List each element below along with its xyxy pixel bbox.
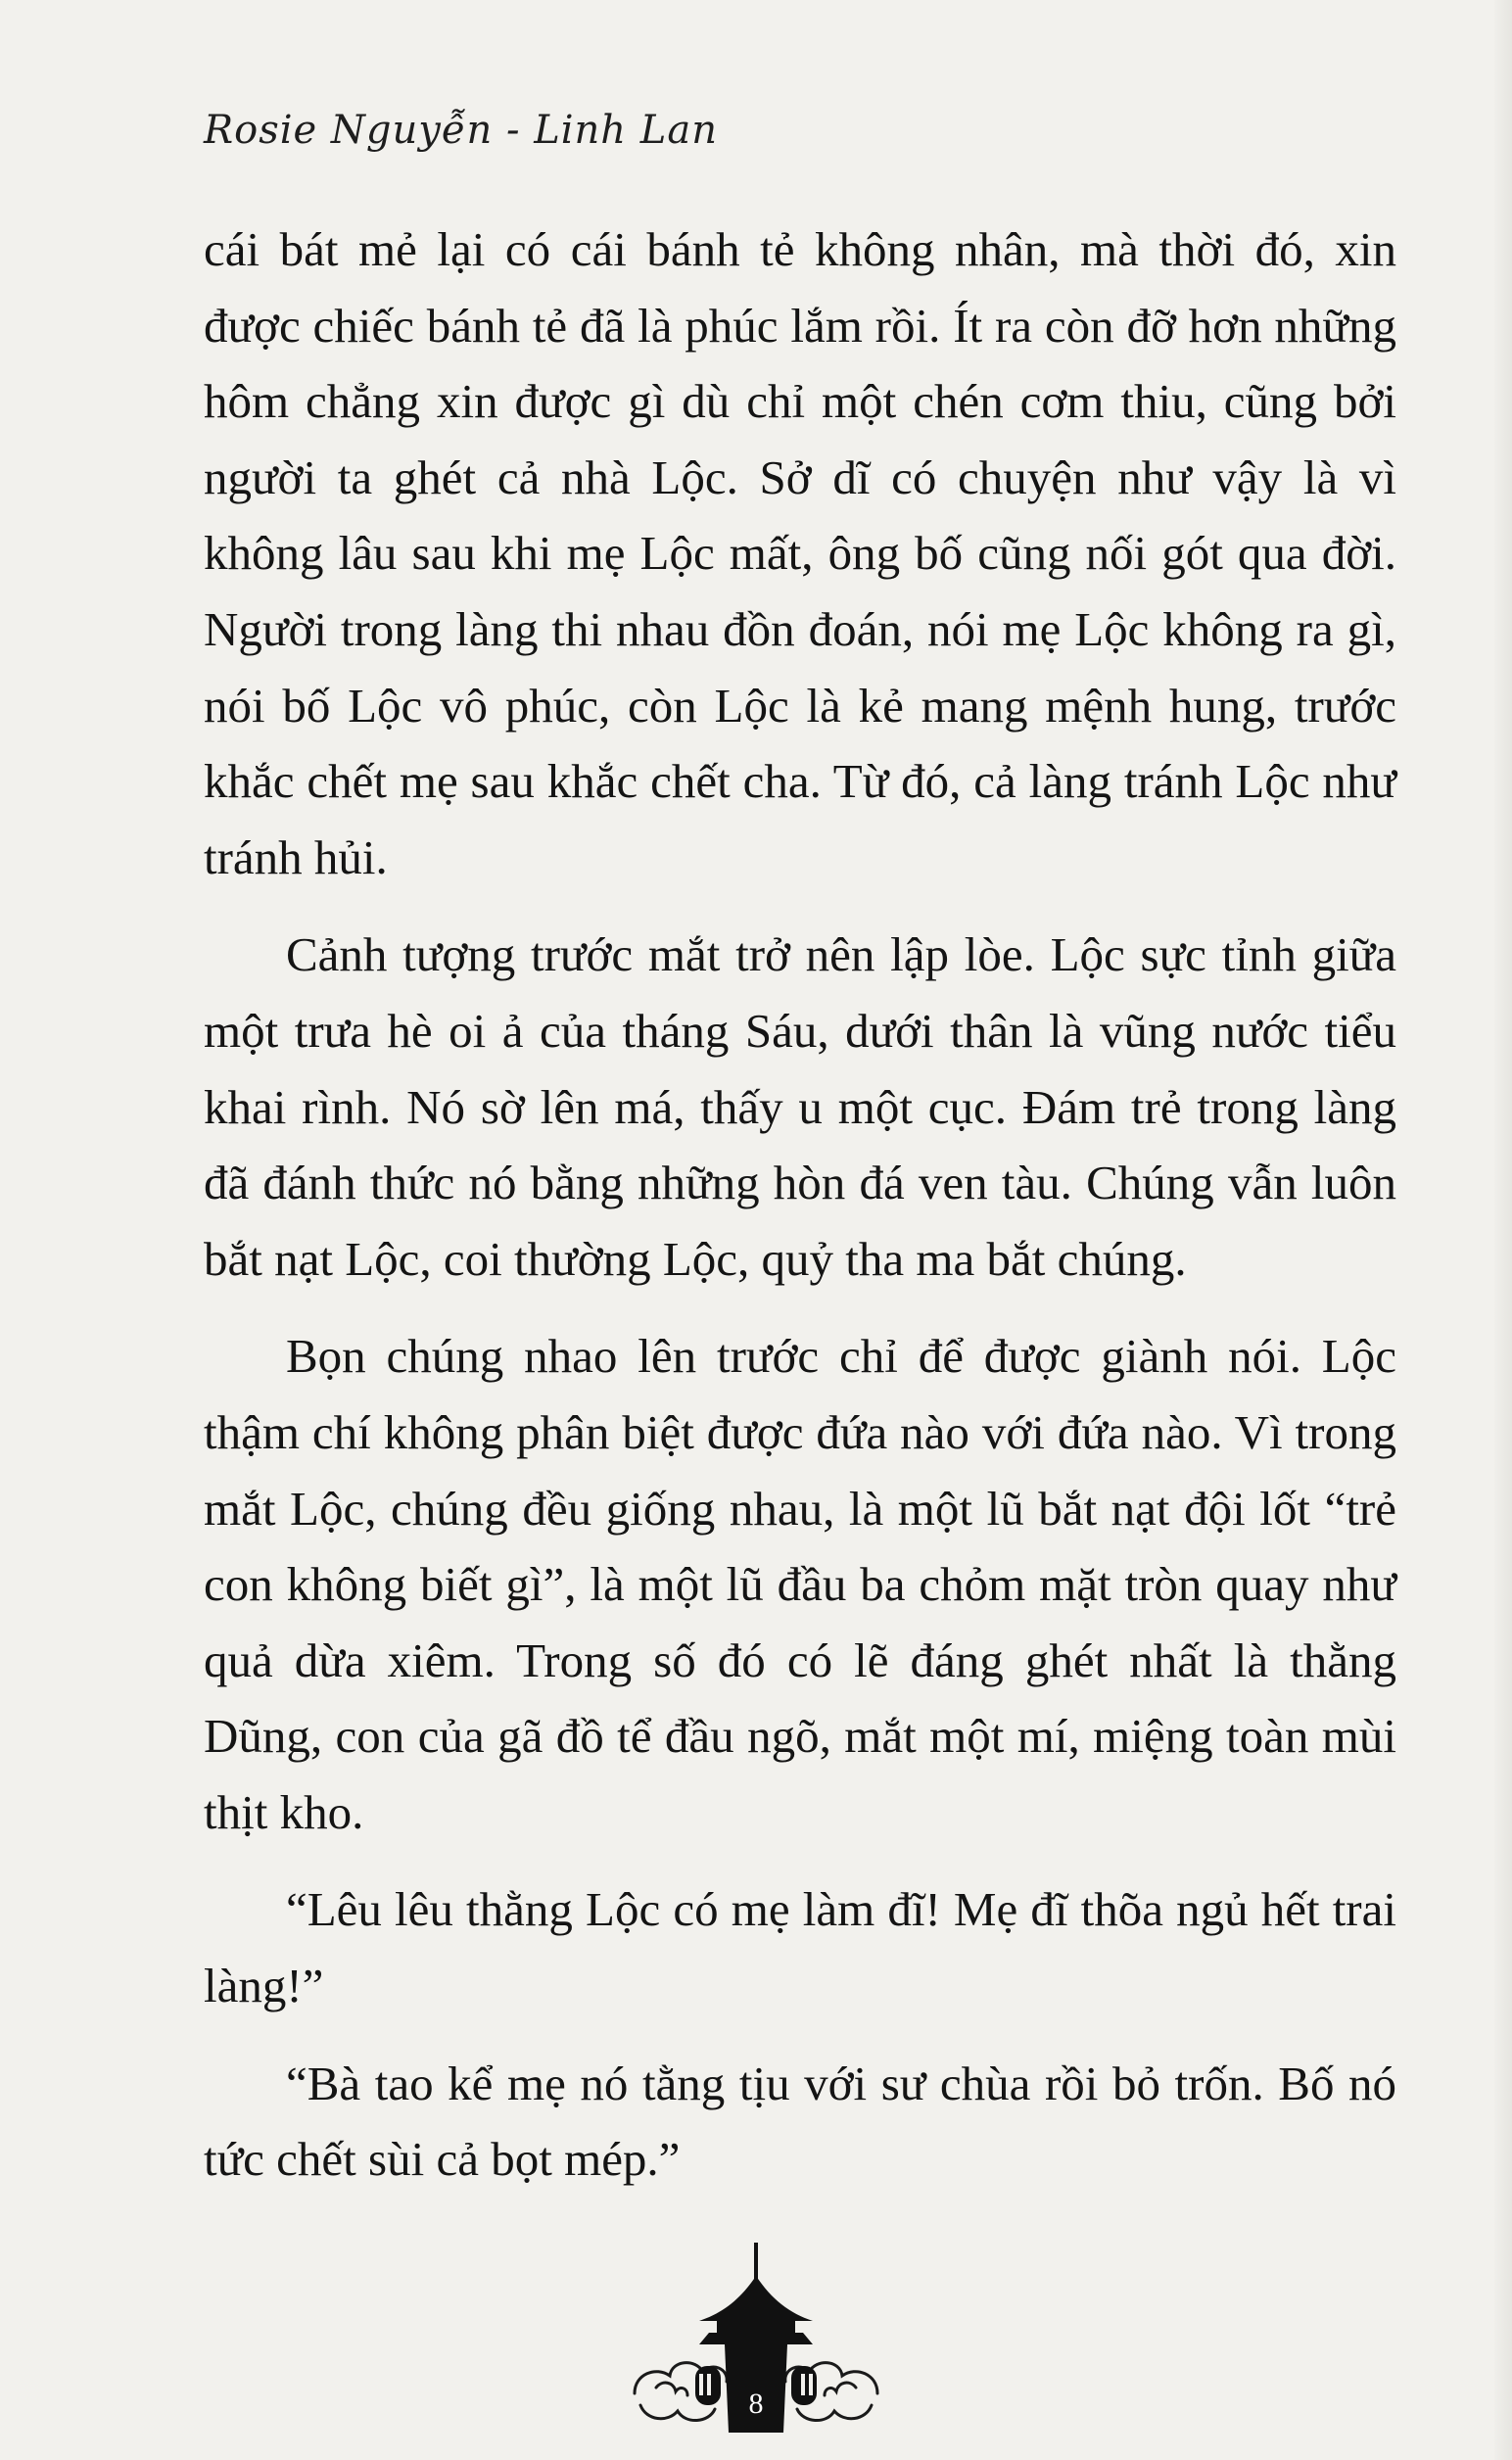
running-head: Rosie Nguyễn - Linh Lan	[204, 108, 718, 153]
paragraph: “Lêu lêu thằng Lộc có mẹ làm đĩ! Mẹ đĩ thõa ngủ hết trai làng!”	[204, 1882, 1396, 2013]
paragraph: “Bà tao kể mẹ nó tằng tịu với sư chùa rồi bỏ trốn. Bố nó tức chết sùi cả bọt mép.”	[204, 2056, 1396, 2187]
paragraph: Cảnh tượng trước mắt trở nên lập lòe. Lộc sực tỉnh giữa một trưa hè oi ả của tháng Sáu, dưới thân là vũng nước tiểu khai rình. Nó sờ lên má, thấy u một cục. Đám trẻ trong làng đã đánh thức nó bằng những hòn đá ven tàu. Chúng vẫn luôn bắt nạt Lộc, coi thường Lộc, quỷ tha ma bắt chúng.	[204, 927, 1396, 1286]
paragraph: Bọn chúng nhao lên trước chỉ để được giành nói. Lộc thậm chí không phân biệt được đứa nào với đứa nào. Vì trong mắt Lộc, chúng đều giống nhau, là một lũ bắt nạt đội lốt “trẻ con không biết gì”, là một lũ đầu ba chỏm mặt tròn quay như quả dừa xiêm. Trong số đó có lẽ đáng ghét nhất là thằng Dũng, con của gã đồ tể đầu ngõ, mắt một mí, miệng toàn mùi thịt kho.	[204, 1329, 1396, 1839]
paragraph: cái bát mẻ lại có cái bánh tẻ không nhân, mà thời đó, xin được chiếc bánh tẻ đã là phúc lắm rồi. Ít ra còn đỡ hơn những hôm chẳng xin được gì dù chỉ một chén cơm thiu, cũng bởi người ta ghét cả nhà Lộc. Sở dĩ có chuyện như vậy là vì không lâu sau khi mẹ Lộc mất, ông bố cũng nối gót qua đời. Người trong làng thi nhau đồn đoán, nói mẹ Lộc không ra gì, nói bố Lộc vô phúc, còn Lộc là kẻ mang mệnh hung, trước khắc chết mẹ sau khắc chết cha. Từ đó, cả làng tránh Lộc như tránh hủi.	[204, 222, 1396, 884]
page-number: 8	[748, 2388, 764, 2420]
page-edge	[1494, 0, 1512, 2460]
body-text	[204, 212, 1396, 2198]
